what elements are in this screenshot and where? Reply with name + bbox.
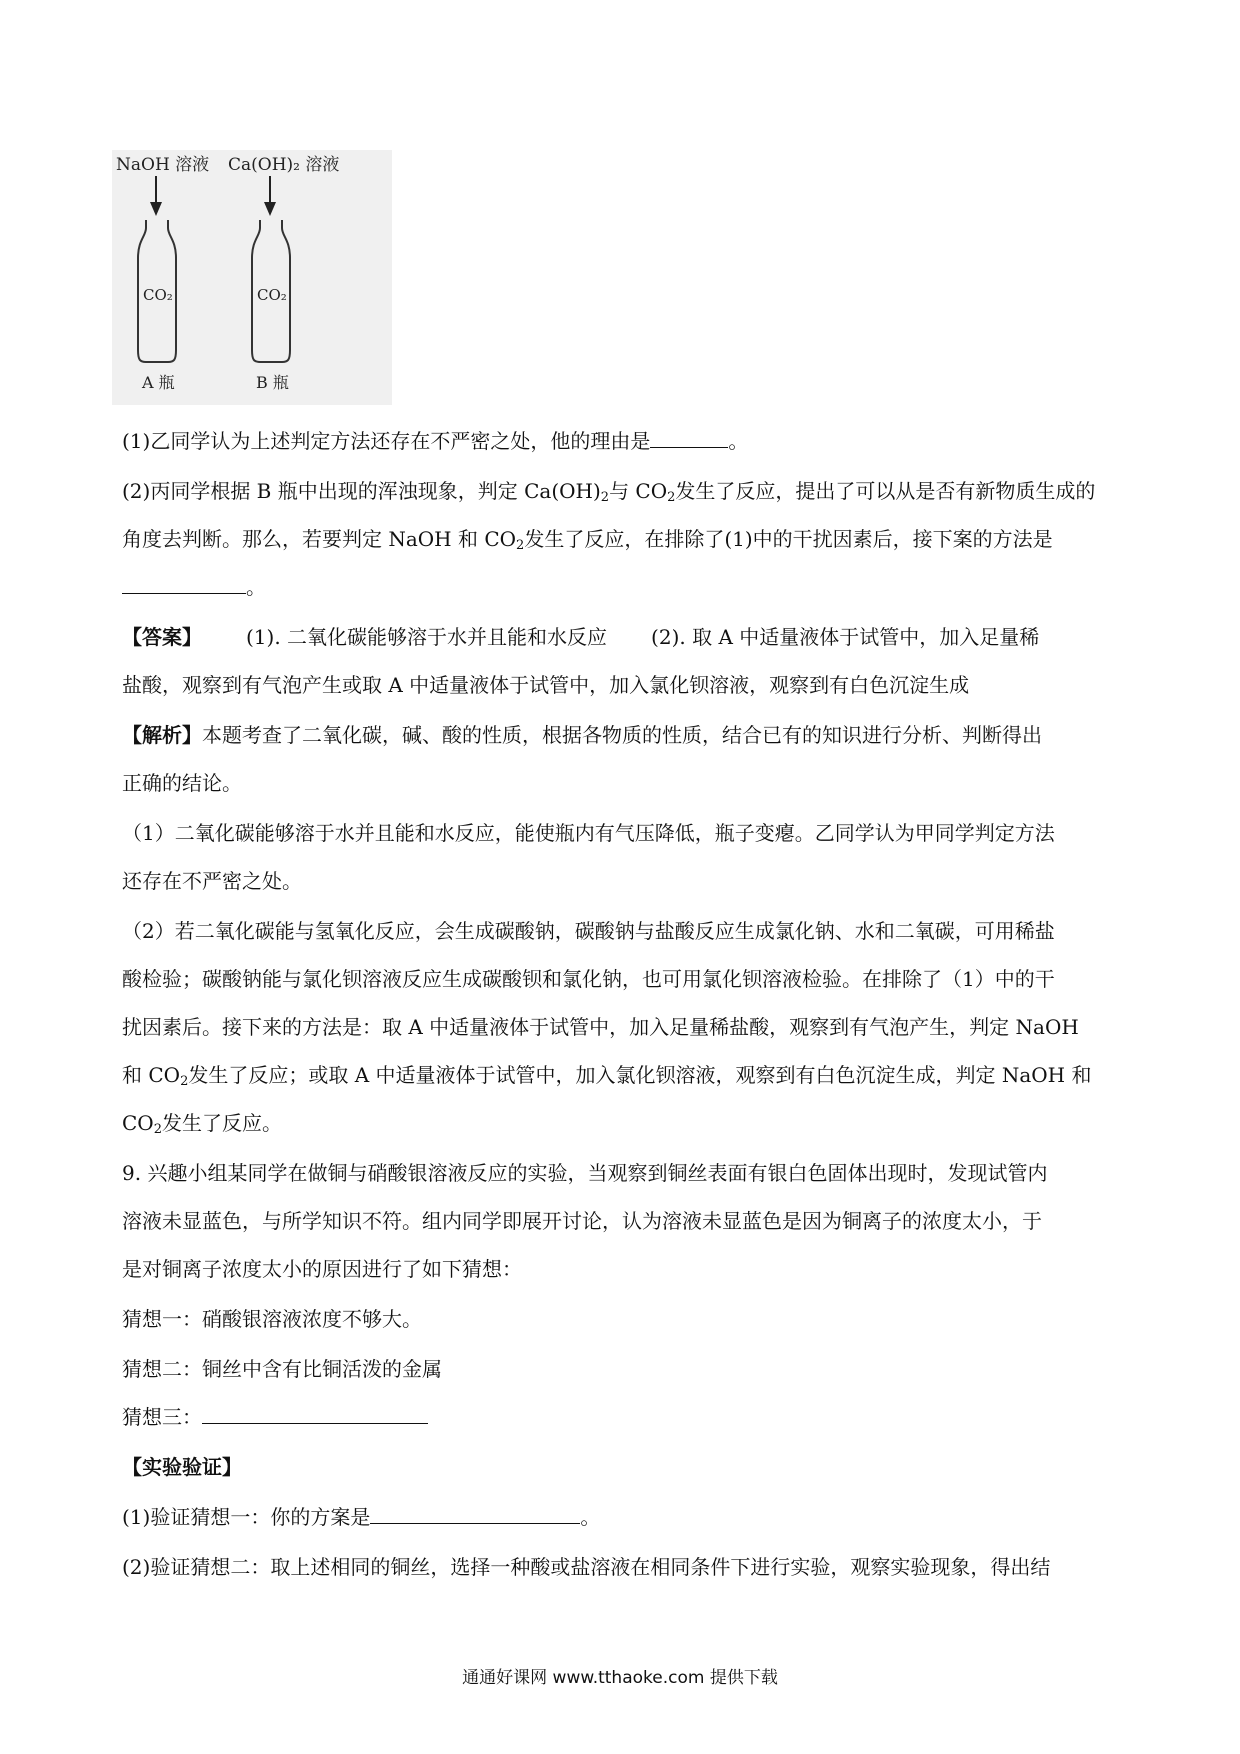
question-9-line1: [122, 1160, 1047, 1186]
answer-blank: [650, 429, 728, 448]
answer-blank: [122, 575, 246, 594]
subscript: 2: [153, 1122, 162, 1137]
reagent-label-a: NaOH 溶液: [116, 155, 210, 175]
arrow-a-icon: [150, 176, 162, 216]
analysis-text: 和 CO: [122, 1063, 181, 1087]
verify-2: [122, 1554, 1050, 1580]
q9-text: 9. 兴趣小组某同学在做铜与硝酸银溶液反应的实验，当观察到铜丝表面有银白色固体出现时，发现试管内: [122, 1161, 1048, 1185]
analysis-p2-line2: [122, 966, 1055, 992]
bottles-figure: [112, 150, 392, 405]
q2-text-d: 角度去判断。那么，若要判定 NaOH 和 CO: [122, 527, 517, 551]
analysis-text: 发生了反应；或取 A 中适量液体于试管中，加入氯化钡溶液，观察到有白色沉淀生成，判定 NaOH 和: [188, 1063, 1092, 1087]
verify-1-end: 。: [580, 1505, 601, 1529]
analysis-text: 扰因素后。接下来的方法是：取 A 中适量液体于试管中，加入足量稀盐酸，观察到有气泡产生，判定 NaOH: [122, 1015, 1079, 1039]
guess-3: [122, 1404, 428, 1430]
bottles-diagram: [112, 150, 392, 405]
analysis-text: 发生了反应。: [161, 1111, 282, 1135]
reagent-label-b: Ca(OH)₂ 溶液: [228, 155, 340, 175]
guess-1-text: 猜想一：硝酸银溶液浓度不够大。: [122, 1307, 422, 1331]
analysis-text: 酸检验；碳酸钠能与氯化钡溶液反应生成碳酸钡和氯化钠，也可用氯化钡溶液检验。在排除了（1）中的干: [122, 967, 1055, 991]
q9-text: 是对铜离子浓度太小的原因进行了如下猜想：: [122, 1257, 522, 1281]
analysis-p2-line1: [122, 918, 1055, 944]
analysis-p2-line3: [122, 1014, 1079, 1040]
answer-line1: [122, 624, 1039, 650]
analysis-label: 【解析】: [122, 723, 202, 747]
verify-2-text: (2)验证猜想二：取上述相同的铜丝，选择一种酸或盐溶液在相同条件下进行实验，观察实验现象，得出结: [122, 1555, 1051, 1579]
analysis-line2: [122, 770, 242, 796]
analysis-p1-line1: [122, 820, 1055, 846]
question-1: [122, 428, 748, 454]
subscript: 2: [600, 490, 610, 505]
subscript: 2: [667, 490, 676, 505]
bottle-label-b: B 瓶: [256, 373, 289, 392]
page-footer: 通通好课网 www.tthaoke.com 提供下载: [462, 1668, 778, 1688]
question-1-text: (1)乙同学认为上述判定方法还存在不严密之处，他的理由是: [122, 429, 651, 453]
analysis-text: 正确的结论。: [122, 771, 242, 795]
answer-blank: [370, 1505, 580, 1524]
analysis-text: 还存在不严密之处。: [122, 869, 302, 893]
analysis-p2-line5: [122, 1110, 282, 1143]
bottle-label-a: A 瓶: [142, 373, 175, 392]
question-2-line3: [122, 574, 266, 600]
q2-text-b: 与 CO: [609, 479, 668, 503]
analysis-text: （2）若二氧化碳能与氢氧化反应，会生成碳酸钠，碳酸钠与盐酸反应生成氯化钠、水和二氧碳，可用稀盐: [122, 919, 1055, 943]
q2-text-c: 发生了反应，提出了可以从是否有新物质生成的: [675, 479, 1096, 503]
question-2-line2: [122, 526, 1053, 559]
answer-part2: (2). 取 A 中适量液体于试管中，加入足量稀: [651, 625, 1040, 649]
question-9-line3: [122, 1256, 522, 1282]
q2-text-e: 发生了反应，在排除了(1)中的干扰因素后，接下案的方法是: [524, 527, 1053, 551]
subscript: 2: [516, 538, 525, 553]
answer-part2-cont: 盐酸，观察到有气泡产生或取 A 中适量液体于试管中，加入氯化钡溶液，观察到有白色沉淀生成: [122, 673, 970, 697]
guess-2-text: 猜想二：铜丝中含有比铜活泼的金属: [122, 1357, 442, 1381]
analysis-text: 本题考查了二氧化碳，碱、酸的性质，根据各物质的性质，结合已有的知识进行分析、判断得出: [202, 723, 1042, 747]
guess-1: [122, 1306, 422, 1332]
arrow-b-icon: [264, 176, 276, 216]
verify-1-text: (1)验证猜想一：你的方案是: [122, 1505, 371, 1529]
gas-label-b: CO₂: [257, 286, 287, 304]
answer-blank: [202, 1405, 428, 1424]
answer-label: 【答案】: [122, 625, 202, 649]
verify-label: 【实验验证】: [122, 1455, 242, 1479]
analysis-p2-line4: [122, 1062, 1091, 1095]
analysis-p1-line2: [122, 868, 302, 894]
analysis-text: CO: [122, 1111, 154, 1135]
q2-end: 。: [246, 575, 266, 599]
verify-1: [122, 1504, 600, 1530]
answer-part1: (1). 二氧化碳能够溶于水并且能和水反应: [246, 625, 608, 649]
question-2-line1: [122, 478, 1095, 511]
question-9-line2: [122, 1208, 1042, 1234]
q2-text-a: (2)丙同学根据 B 瓶中出现的浑浊现象，判定 Ca(OH): [122, 479, 601, 503]
experiment-verify-label: [122, 1454, 242, 1480]
guess-3-text: 猜想三：: [122, 1405, 202, 1429]
guess-2: [122, 1356, 442, 1382]
gas-label-a: CO₂: [143, 286, 173, 304]
analysis-text: （1）二氧化碳能够溶于水并且能和水反应，能使瓶内有气压降低，瓶子变瘪。乙同学认为甲同学判定方法: [122, 821, 1055, 845]
q9-text: 溶液未显蓝色，与所学知识不符。组内同学即展开讨论，认为溶液未显蓝色是因为铜离子的浓度太小，于: [122, 1209, 1042, 1233]
question-1-end: 。: [728, 429, 749, 453]
subscript: 2: [180, 1074, 189, 1089]
analysis-line1: [122, 722, 1042, 748]
answer-line2: [122, 672, 969, 698]
